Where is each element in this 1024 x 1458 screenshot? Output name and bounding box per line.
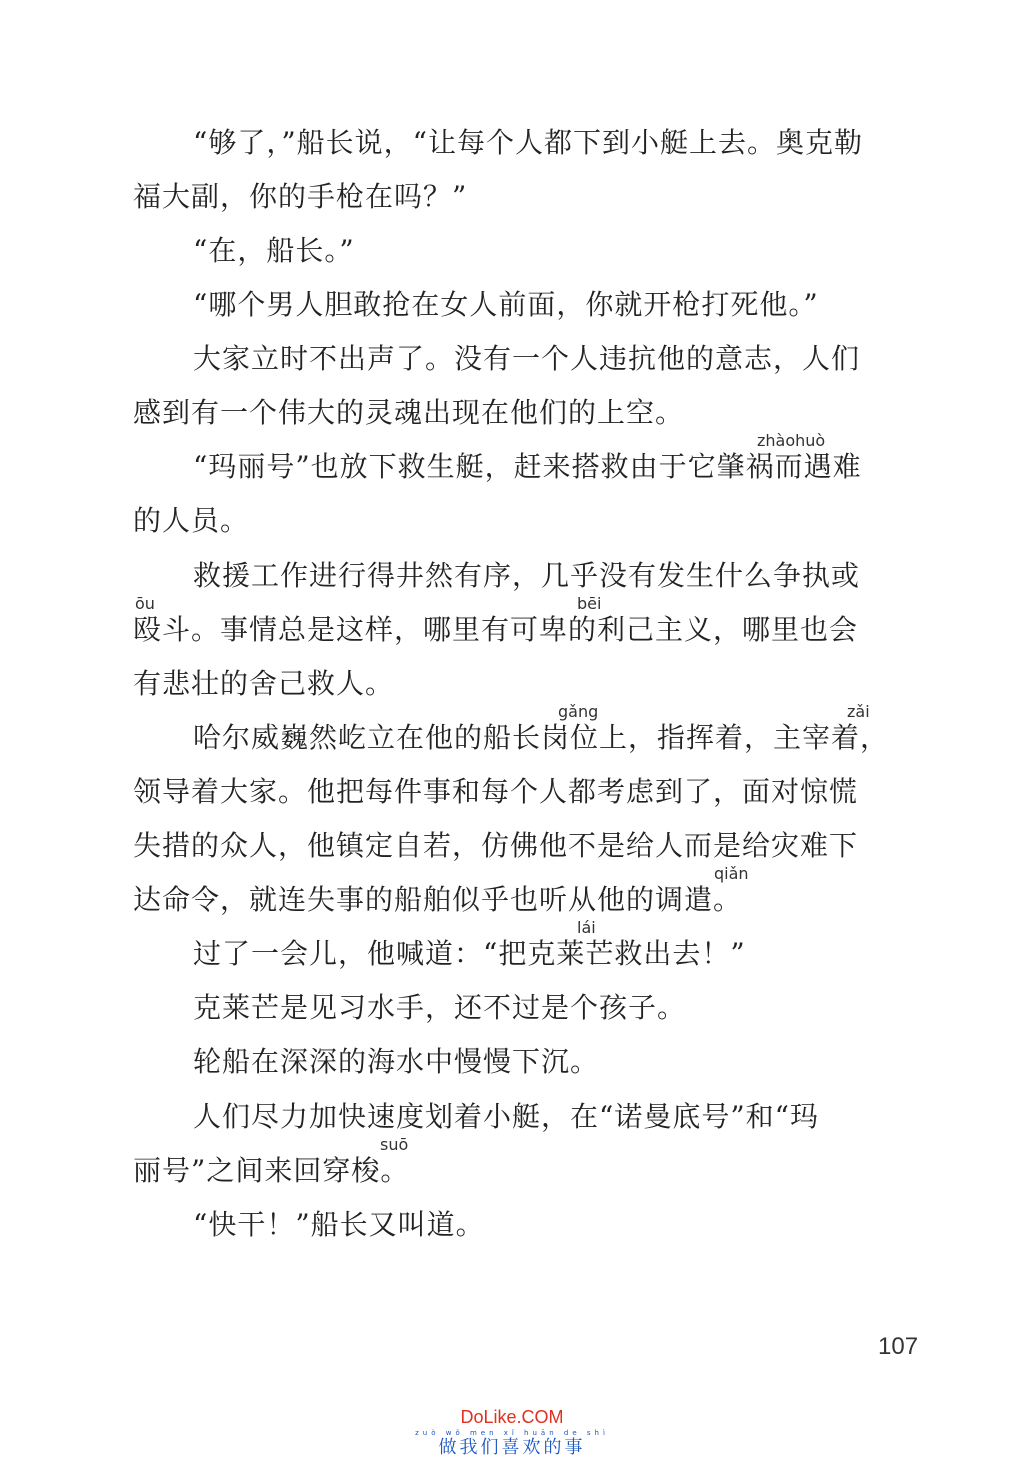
text-line: 丽号”之间来回穿梭。: [133, 1154, 410, 1187]
text-line: 失措的众人，他镇定自若，仿佛他不是给人而是给灾难下: [133, 829, 859, 862]
text-line: 救援工作进行得井然有序，几乎没有发生什么争执或: [193, 559, 861, 592]
text-line: 人们尽力加快速度划着小艇，在“诺曼底号”和“玛: [193, 1100, 819, 1133]
text-line: 过了一会儿，他喊道：“把克莱芒救出去！”: [193, 937, 746, 970]
pinyin-annotation: bēi: [577, 594, 602, 613]
text-line: “在，船长。”: [193, 234, 355, 267]
text-line: “快干！”船长又叫道。: [193, 1208, 485, 1241]
pinyin-annotation: zǎi: [847, 702, 870, 721]
pinyin-annotation: lái: [577, 918, 596, 937]
text-line: 达命令，就连失事的船舶似乎也听从他的调遣。: [133, 883, 743, 916]
text-line: 大家立时不出声了。没有一个人违抗他的意志，人们: [193, 342, 861, 375]
text-line: “够了，”船长说，“让每个人都下到小艇上去。奥克勒: [193, 126, 863, 159]
text-line: 有悲壮的舍己救人。: [133, 667, 395, 700]
text-line: 感到有一个伟大的灵魂出现在他们的上空。: [133, 396, 685, 429]
text-line: 轮船在深深的海水中慢慢下沉。: [193, 1045, 600, 1078]
text-line: 领导着大家。他把每件事和每个人都考虑到了，面对惊慌: [133, 775, 859, 808]
text-line: 殴斗。事情总是这样，哪里有可卑的利己主义，哪里也会: [133, 613, 859, 646]
pinyin-annotation: suō: [380, 1135, 409, 1154]
text-line: 哈尔威巍然屹立在他的船长岗位上，指挥着，主宰着，: [193, 721, 890, 754]
pinyin-annotation: qiǎn: [714, 864, 749, 883]
pinyin-annotation: zhàohuò: [757, 431, 826, 450]
text-line: “哪个男人胆敢抢在女人前面，你就开枪打死他。”: [193, 288, 819, 321]
watermark-pinyin: zuò wǒ men xǐ huān de shì: [415, 1429, 609, 1437]
text-line: 福大副，你的手枪在吗？”: [133, 180, 468, 213]
pinyin-annotation: gǎng: [558, 702, 599, 721]
pinyin-annotation: ōu: [135, 594, 155, 613]
text-line: “玛丽号”也放下救生艇，赶来搭救由于它肇祸而遇难: [193, 450, 862, 483]
text-line: 的人员。: [133, 504, 250, 537]
watermark-logo: DoLike.COM: [460, 1407, 564, 1427]
text-line: 克莱芒是见习水手，还不过是个孩子。: [193, 991, 687, 1024]
watermark: [412, 1405, 612, 1458]
page-number: 107: [878, 1333, 919, 1360]
watermark-slogan: 做我们喜欢的事: [438, 1437, 586, 1458]
